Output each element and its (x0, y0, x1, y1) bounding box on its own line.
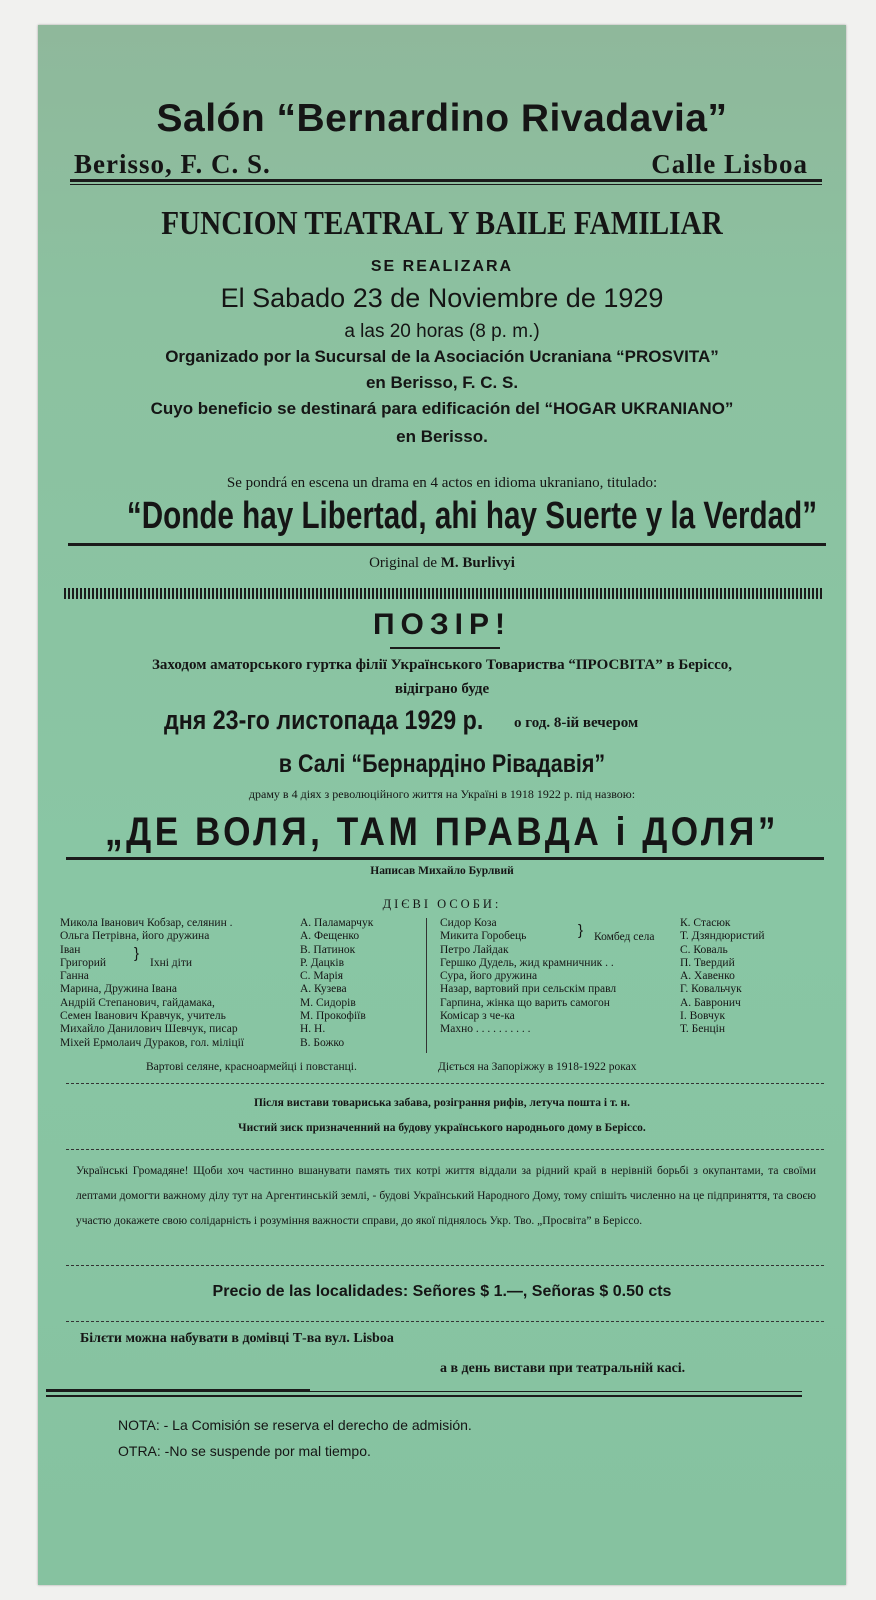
cast-role: Ганна (60, 970, 89, 983)
cast-actor: М. Прокофіїв (300, 1010, 366, 1023)
divider-dashed-2 (66, 1149, 824, 1150)
nota-line: NOTA: - La Comisión se reserva el derecho de admisión. (118, 1417, 472, 1433)
cast-actor: С. Марія (300, 970, 343, 983)
cast-role: Петро Лайдак (440, 943, 509, 956)
cast-role: Микола Іванович Кобзар, селянин . (60, 917, 233, 929)
benefit-line-1: Cuyo beneficio se destinará para edificación del “HOGAR UKRANIANO” (150, 399, 734, 418)
cast-actor: А. Фещенко (300, 930, 360, 943)
cast-role: Гершко Дудель, жид крамничник . . (440, 956, 614, 969)
cast-brace-label-right: Комбед села (594, 931, 655, 943)
ua-drama-line: драму в 4 діях з революційного життя на Україні в 1918 1922 р. під назвою: (248, 787, 636, 801)
cast-actor: В. Божко (300, 1036, 345, 1049)
organizer-line-1: Organizado por la Sucursal de la Asociación Ucraniana “PROSVITA” (165, 347, 719, 366)
header-rule (70, 179, 822, 182)
proceeds-line: Чистий зиск призначенний на будову українського народнього дому в Беріссо. (238, 1122, 646, 1134)
cast-role: Григорий (60, 956, 107, 969)
original-author (38, 555, 846, 572)
cast-actor: М. Сидорів (300, 996, 356, 1009)
cast-column-divider (426, 918, 427, 1053)
organizer-line-2: en Berisso, F. C. S. (365, 373, 519, 392)
bottom-rule-left (46, 1389, 310, 1392)
cast-actor: А. Хавенко (680, 970, 735, 983)
after-show-line: Після вистави товариська забава, розіграння рифів, летуча пошта і т. н. (253, 1097, 631, 1109)
cast-actor: К. Стасюк (680, 917, 731, 929)
cast-brace-label-left: Іхні діти (150, 957, 193, 969)
cast-role: Махно . . . . . . . . . . (440, 1023, 531, 1036)
location-right: Calle Lisboa (651, 149, 808, 179)
cast-actor: А. Кузева (300, 983, 347, 996)
se-realizara: SE REALIZARA (370, 258, 514, 275)
appeal-paragraph: Українські Громадяне! Щоби хоч частинно вшанувати память тих котрі життя віддали за рідний край в нерівній борьбі з окупантами, та своїми лептами домогти важному ділу тут на Аргентинській землі, - будові Український Народного Дому, тому спішіть численно на це підприняття, та своєю участю докажете свою солідарність і розуміння важности справи, до якої піднялось Укр. Тво. „Просвіта” в Беріссо. (76, 1165, 816, 1227)
pondra-line: Se pondrá en escena un drama en 4 actos en idioma ukraniano, titulado: (226, 475, 658, 491)
ua-intro-line-1: Заходом аматорського гуртка філії Українського Товариства “ПРОСВІТА” в Беріссо, (151, 657, 732, 673)
cast-role: Міхей Ермолаич Дураков, гол. міліції (60, 1036, 244, 1049)
cast-actor: С. Коваль (680, 943, 728, 956)
otra-line: OTRA: -No se suspende por mal tiempo. (118, 1443, 371, 1459)
cast-role: Сидор Коза (440, 917, 497, 929)
cast-actor: П. Твердий (680, 956, 735, 969)
cast-actor: Г. Ковальчук (680, 983, 742, 996)
drama-title-rule (68, 543, 826, 546)
cast-actor: А. Бавронич (680, 996, 741, 1009)
cast-actor: В. Патинок (300, 943, 356, 956)
cast-actor: А. Паламарчук (300, 917, 374, 929)
ticket-prices: Precio de las localidades: Señores $ 1.—, Señoras $ 0.50 cts (212, 1283, 672, 1300)
brace-left: } (134, 945, 140, 962)
event-date: El Sabado 23 de Noviembre de 1929 (220, 283, 664, 313)
ua-hall: в Салі “Бернардіно Рівадавія” (278, 750, 606, 778)
tickets-line-1: Білєти можна набувати в домівці Т-ва вул. Lisboa (80, 1331, 394, 1346)
cast-role: Гарпина, жінка що варить самогон (440, 996, 610, 1009)
header-rule-thin (70, 184, 822, 185)
poster-sheet (38, 25, 846, 1585)
ua-title-rule (66, 857, 824, 860)
divider-dashed-1 (66, 1083, 824, 1084)
ua-intro-line-2: відіграно буде (394, 681, 490, 697)
cast-actor: І. Вовчук (680, 1010, 726, 1023)
bottom-rule-mid (310, 1391, 802, 1392)
ua-date: дня 23-го листопада 1929 р. (163, 705, 484, 735)
cast-extras: Вартові селяне, красноармейці і повстанці. (146, 1061, 357, 1073)
pozir-heading: ПОЗІР! (372, 608, 512, 641)
drama-title-es: “Donde hay Libertad, ahi hay Suerte y la Verdad” (126, 495, 818, 537)
ua-author: Написав Михайло Бурлвий (370, 865, 514, 877)
play-setting: Діється на Запоріжжу в 1918-1922 роках (438, 1061, 637, 1073)
ua-drama-title: „ДЕ ВОЛЯ, ТАМ ПРАВДА і ДОЛЯ” (105, 810, 779, 854)
cast-actor: Н. Н. (300, 1023, 326, 1036)
pozir-underline (390, 647, 500, 649)
benefit-line-2: en Berisso. (396, 427, 488, 446)
cast-role: Марина, Дружина Івана (60, 983, 177, 996)
salon-title: Salón “Bernardino Rivadavia” (156, 97, 728, 140)
cast-role: Комісар з че-ка (440, 1010, 515, 1023)
divider-dashed-3 (66, 1265, 824, 1266)
original-author-name: M. Burlivyi (440, 555, 515, 571)
cast-role: Михайло Данилович Шевчук, писар (60, 1023, 238, 1036)
cast-actor: Р. Дацків (300, 956, 345, 969)
event-title: FUNCION TEATRAL Y BAILE FAMILIAR (161, 205, 723, 242)
cast-role: Назар, вартовий при сельскім правл (440, 983, 617, 996)
cast-actor: Т. Бенцін (680, 1023, 725, 1036)
cast-role: Ольга Петрівна, його дружина (60, 930, 210, 943)
cast-role: Микита Горобець (440, 930, 527, 943)
location-left: Berisso, F. C. S. (74, 149, 271, 179)
brace-right: } (578, 922, 584, 939)
cast-role: Андрій Степанович, гайдамака, (60, 996, 215, 1009)
cast-actor: Т. Дзяндюристий (680, 930, 765, 943)
cast-role: Сура, його дружина (440, 970, 538, 983)
cast-role: Семен Іванович Кравчук, учитель (60, 1010, 226, 1023)
tick-divider (64, 588, 824, 599)
cast-heading: ДІЄВІ ОСОБИ: (382, 897, 502, 911)
event-time: a las 20 horas (8 p. m.) (344, 321, 540, 342)
divider-dashed-4 (66, 1321, 824, 1322)
tickets-line-2: а в день вистави при театральній касі. (440, 1361, 686, 1376)
cast-role: Іван (60, 943, 81, 956)
cast-left-actors (300, 917, 420, 1050)
cast-right-actors (680, 917, 830, 1037)
bottom-rule (46, 1395, 802, 1397)
cast-left-roles (60, 917, 300, 1050)
original-prefix: Original de (369, 555, 441, 571)
ua-time: о год. 8-ій вечером (514, 715, 639, 731)
